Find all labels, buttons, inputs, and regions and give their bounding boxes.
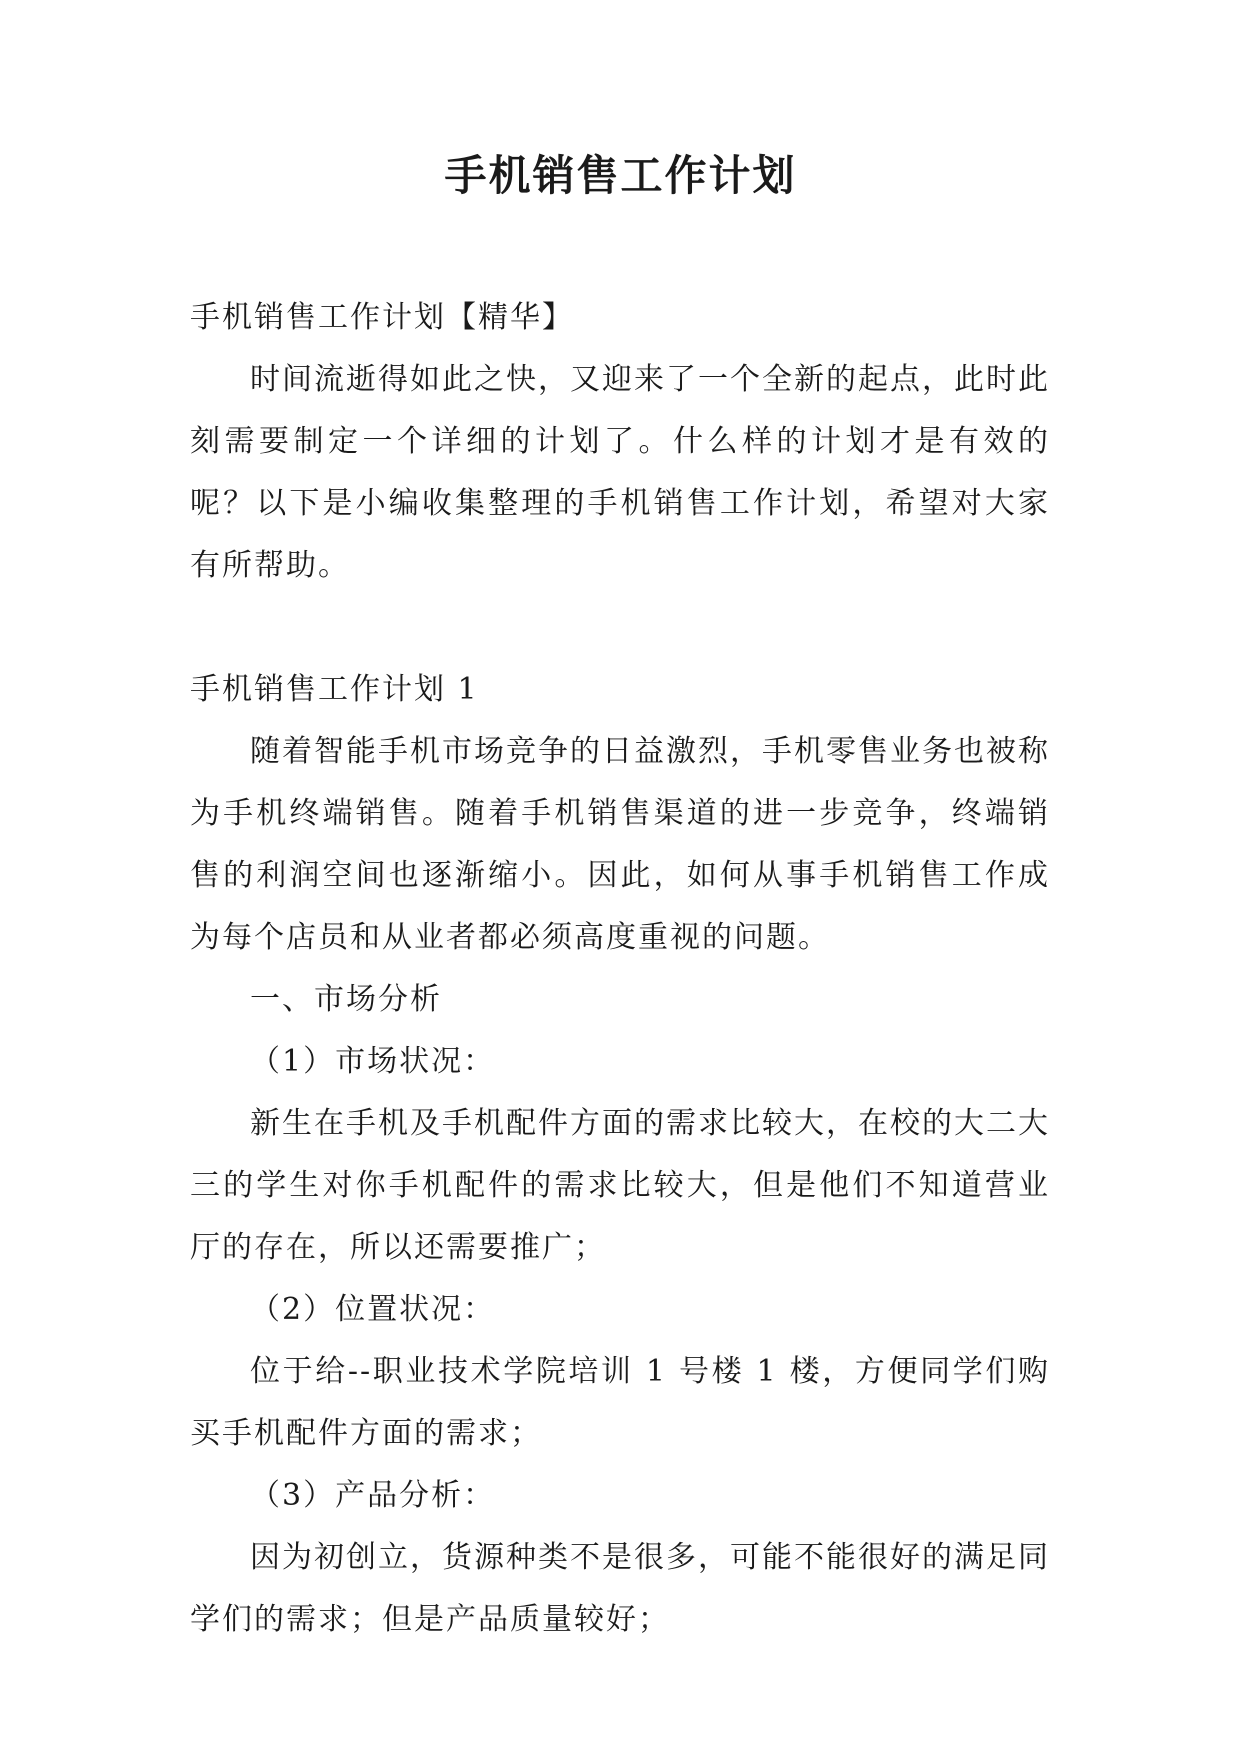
subheading-product-analysis: （3）产品分析： (250, 1478, 496, 1513)
subheading-location-status: （2）位置状况： (250, 1292, 496, 1327)
body-paragraph: 因为初创立，货源种类不是很多，可能不能很好的满足同学们的需求；但是产品质量较好； (190, 1540, 1050, 1637)
heading-market-analysis: 一、市场分析 (250, 982, 442, 1017)
document-title: 手机销售工作计划 (444, 151, 797, 200)
section-heading: 手机销售工作计划 1 (190, 672, 479, 707)
body-paragraph: 随着智能手机市场竞争的日益激烈，手机零售业务也被称为手机终端销售。随着手机销售渠道的进一步竞争，终端销售的利润空间也逐渐缩小。因此，如何从事手机销售工作成为每个店员和从业者都必须高度重视的问题。 (190, 734, 1050, 955)
body-paragraph: 新生在手机及手机配件方面的需求比较大，在校的大二大三的学生对你手机配件的需求比较大，但是他们不知道营业厅的存在，所以还需要推广； (190, 1106, 1050, 1265)
body-paragraph: 位于给--职业技术学院培训 1 号楼 1 楼，方便同学们购买手机配件方面的需求； (190, 1354, 1050, 1451)
intro-paragraph: 时间流逝得如此之快，又迎来了一个全新的起点，此时此刻需要制定一个详细的计划了。什么样的计划才是有效的呢？以下是小编收集整理的手机销售工作计划，希望对大家有所帮助。 (190, 362, 1050, 583)
subtitle-line: 手机销售工作计划【精华】 (190, 300, 574, 335)
subheading-market-status: （1）市场状况： (250, 1044, 496, 1079)
document-body (190, 287, 1050, 1651)
